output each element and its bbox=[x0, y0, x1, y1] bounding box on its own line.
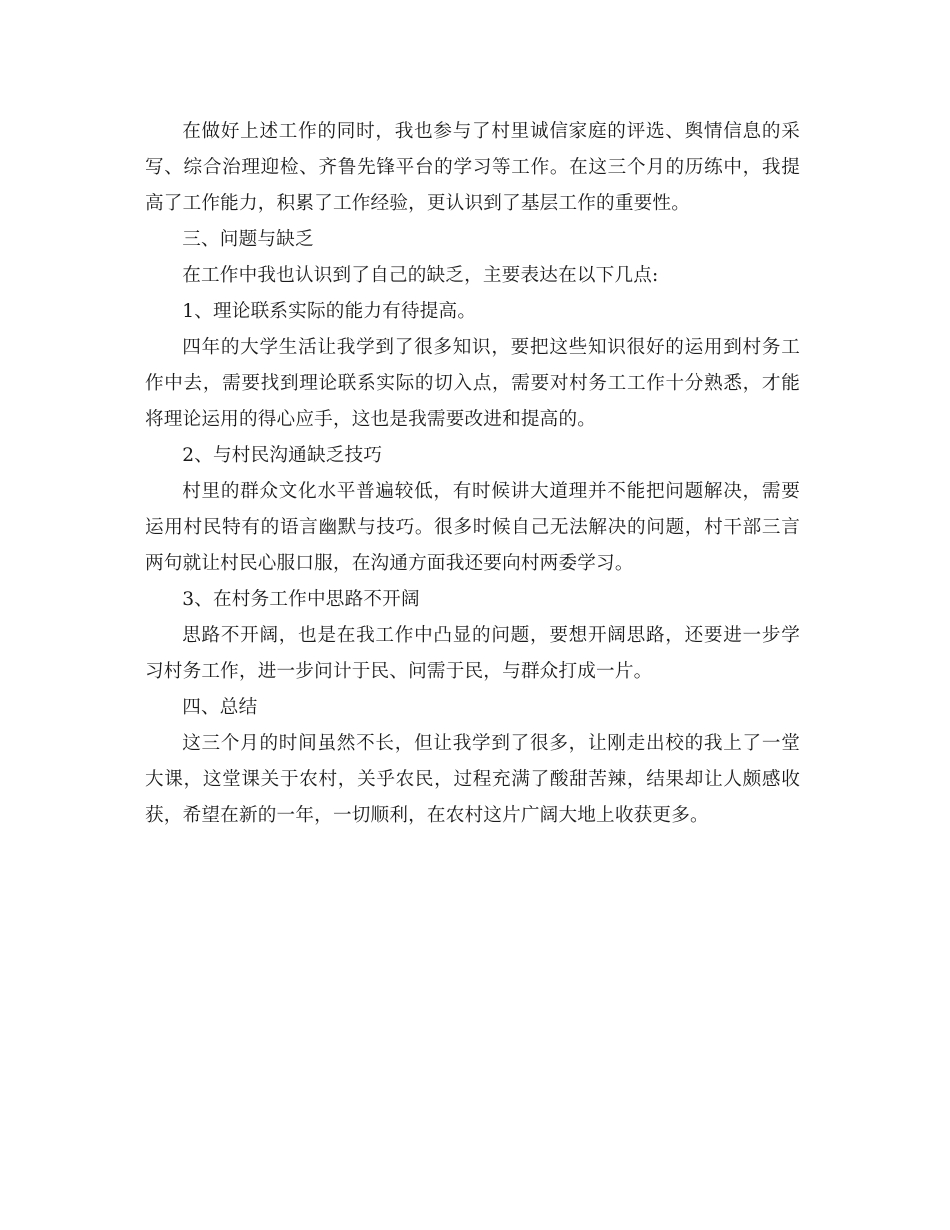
paragraph-point-2: 村里的群众文化水平普遍较低，有时候讲大道理并不能把问题解决，需要运用村民特有的语言幽默与技巧。很多时候自己无法解决的问题，村干部三言两句就让村民心服口服，在沟通方面我还要向村两委学习。 bbox=[145, 481, 800, 574]
heading-point-3: 3、在村务工作中思路不开阔 bbox=[182, 589, 420, 610]
paragraph-summary: 这三个月的时间虽然不长，但让我学到了很多，让刚走出校的我上了一堂大课，这堂课关于农村，关乎农民，过程充满了酸甜苦辣，结果却让人颇感收获，希望在新的一年，一切顺利，在农村这片广阔大地上收获更多。 bbox=[145, 733, 800, 826]
heading-point-2: 2、与村民沟通缺乏技巧 bbox=[182, 445, 383, 466]
heading-point-1: 1、理论联系实际的能力有待提高。 bbox=[182, 301, 477, 322]
paragraph-other-work: 在做好上述工作的同时，我也参与了村里诚信家庭的评选、舆情信息的采写、综合治理迎检、齐鲁先锋平台的学习等工作。在这三个月的历练中，我提高了工作能力，积累了工作经验，更认识到了基层工作的重要性。 bbox=[145, 121, 800, 214]
paragraph-point-1: 四年的大学生活让我学到了很多知识，要把这些知识很好的运用到村务工作中去，需要找到理论联系实际的切入点，需要对村务工工作十分熟悉，才能将理论运用的得心应手，这也是我需要改进和提高的。 bbox=[145, 337, 800, 430]
paragraph-shortcomings-intro: 在工作中我也认识到了自己的缺乏，主要表达在以下几点: bbox=[182, 265, 659, 286]
heading-summary: 四、总结 bbox=[182, 697, 258, 718]
paragraph-point-3: 思路不开阔，也是在我工作中凸显的问题，要想开阔思路，还要进一步学习村务工作，进一步问计于民、问需于民，与群众打成一片。 bbox=[145, 625, 800, 682]
heading-problems: 三、问题与缺乏 bbox=[182, 229, 314, 250]
document-body bbox=[145, 114, 800, 834]
